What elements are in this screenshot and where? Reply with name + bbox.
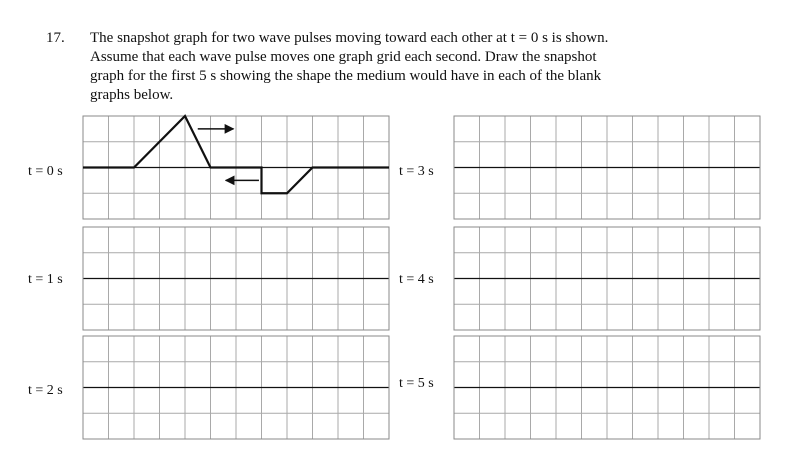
graph-label-t4: t = 4 s xyxy=(399,272,434,287)
snapshot-graph-t0[interactable] xyxy=(83,116,389,219)
graph-label-t5: t = 5 s xyxy=(399,376,434,391)
graph-label-t1: t = 1 s xyxy=(28,272,63,287)
snapshot-graph-t4[interactable] xyxy=(454,227,760,330)
question-line: graphs below. xyxy=(90,87,174,103)
question-text xyxy=(90,29,710,105)
question-number: 17. xyxy=(46,30,65,46)
snapshot-graph-t2[interactable] xyxy=(83,336,389,439)
question-line: The snapshot graph for two wave pulses moving toward each other at t = 0 s is shown. xyxy=(90,30,609,46)
graph-label-t2: t = 2 s xyxy=(28,383,63,398)
graph-label-t3: t = 3 s xyxy=(399,164,434,179)
question-line: Assume that each wave pulse moves one graph grid each second. Draw the snapshot xyxy=(90,49,597,65)
graph-label-t0: t = 0 s xyxy=(28,164,63,179)
snapshot-graph-t3[interactable] xyxy=(454,116,760,219)
snapshot-graph-t1[interactable] xyxy=(83,227,389,330)
question-line: graph for the first 5 s showing the shape the medium would have in each of the blank xyxy=(90,68,602,84)
snapshot-graph-t5[interactable] xyxy=(454,336,760,439)
